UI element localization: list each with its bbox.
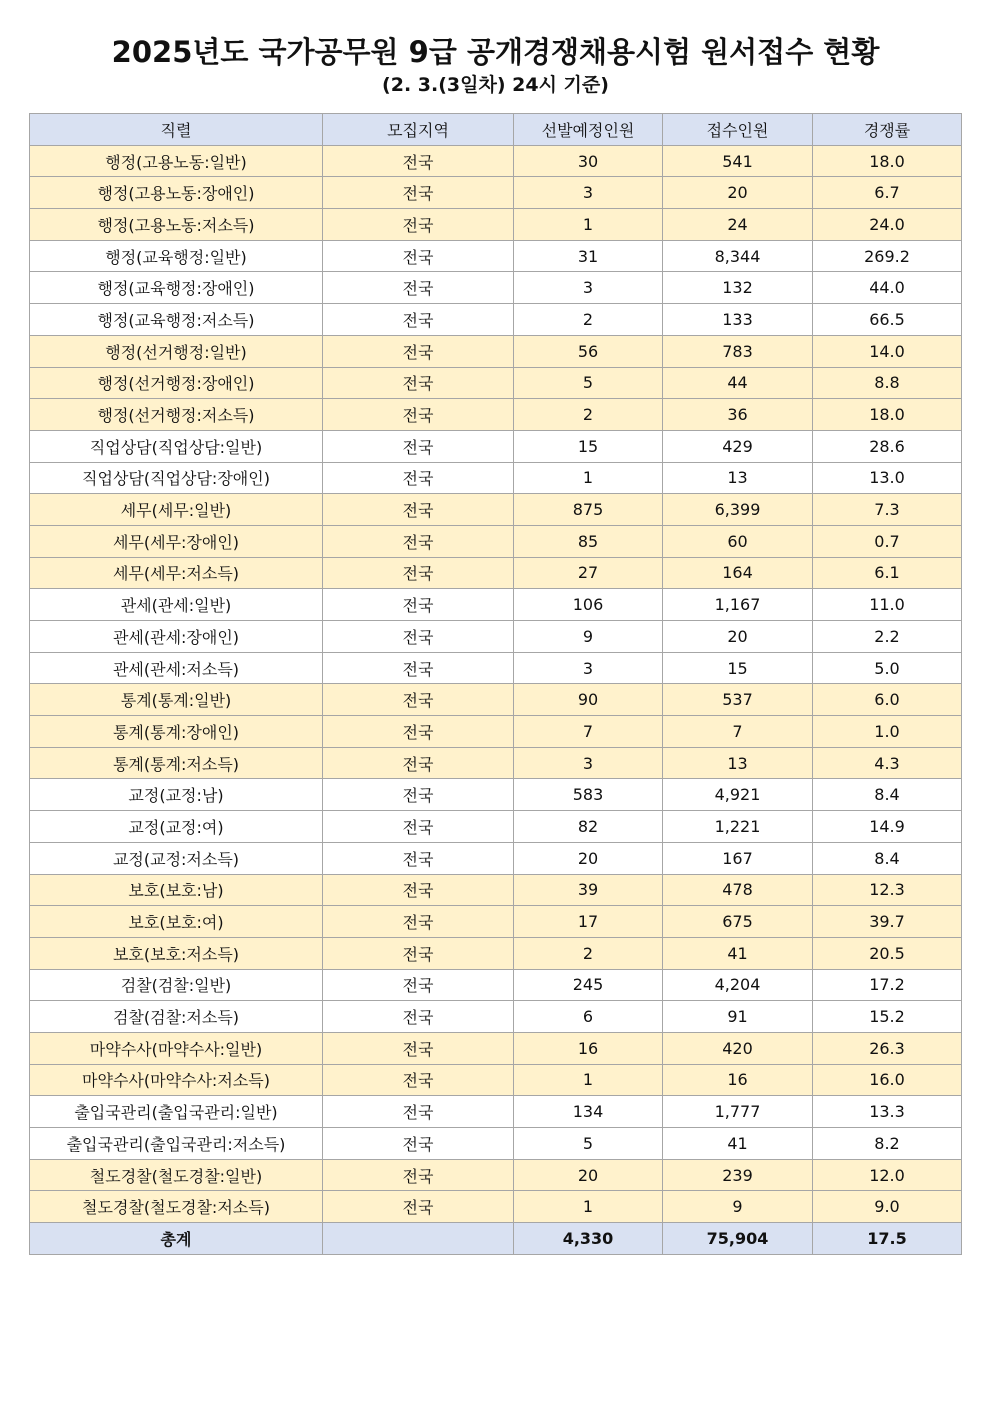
cell-planned: 1 — [514, 209, 663, 241]
cell-series: 보호(보호:남) — [30, 874, 323, 906]
cell-planned: 245 — [514, 969, 663, 1001]
cell-region: 전국 — [323, 367, 514, 399]
cell-planned: 20 — [514, 1159, 663, 1191]
table-row — [30, 240, 962, 272]
table-total-row — [30, 1223, 962, 1255]
cell-ratio: 6.0 — [813, 684, 962, 716]
cell-series: 세무(세무:일반) — [30, 494, 323, 526]
cell-ratio: 11.0 — [813, 589, 962, 621]
table-row — [30, 1096, 962, 1128]
cell-ratio: 1.0 — [813, 716, 962, 748]
cell-region: 전국 — [323, 145, 514, 177]
table-row — [30, 1032, 962, 1064]
cell-series: 교정(교정:여) — [30, 811, 323, 843]
cell-ratio: 8.4 — [813, 779, 962, 811]
cell-applicants: 20 — [663, 177, 813, 209]
cell-applicants: 167 — [663, 842, 813, 874]
cell-planned: 3 — [514, 652, 663, 684]
table-row — [30, 906, 962, 938]
cell-series: 철도경찰(철도경찰:일반) — [30, 1159, 323, 1191]
cell-region: 전국 — [323, 621, 514, 653]
table-row — [30, 811, 962, 843]
table-row — [30, 621, 962, 653]
table-header-row — [30, 114, 962, 146]
cell-series: 교정(교정:남) — [30, 779, 323, 811]
total-cell-ratio: 17.5 — [813, 1223, 962, 1255]
table-row — [30, 145, 962, 177]
cell-planned: 3 — [514, 177, 663, 209]
cell-planned: 7 — [514, 716, 663, 748]
cell-ratio: 13.0 — [813, 462, 962, 494]
cell-planned: 3 — [514, 272, 663, 304]
cell-ratio: 7.3 — [813, 494, 962, 526]
cell-region: 전국 — [323, 969, 514, 1001]
cell-applicants: 783 — [663, 335, 813, 367]
cell-ratio: 14.9 — [813, 811, 962, 843]
cell-series: 직업상담(직업상담:장애인) — [30, 462, 323, 494]
cell-applicants: 1,221 — [663, 811, 813, 843]
cell-region: 전국 — [323, 462, 514, 494]
cell-applicants: 91 — [663, 1001, 813, 1033]
table-row — [30, 1191, 962, 1223]
cell-series: 철도경찰(철도경찰:저소득) — [30, 1191, 323, 1223]
cell-region: 전국 — [323, 1128, 514, 1160]
cell-applicants: 239 — [663, 1159, 813, 1191]
cell-region: 전국 — [323, 747, 514, 779]
page-title: 2025년도 국가공무원 9급 공개경쟁채용시험 원서접수 현황 — [111, 35, 880, 69]
cell-series: 행정(교육행정:저소득) — [30, 304, 323, 336]
cell-region: 전국 — [323, 304, 514, 336]
cell-region: 전국 — [323, 589, 514, 621]
cell-ratio: 15.2 — [813, 1001, 962, 1033]
cell-applicants: 429 — [663, 430, 813, 462]
total-cell-applicants: 75,904 — [663, 1223, 813, 1255]
cell-applicants: 4,204 — [663, 969, 813, 1001]
table-row — [30, 177, 962, 209]
cell-region: 전국 — [323, 209, 514, 241]
cell-region: 전국 — [323, 525, 514, 557]
cell-applicants: 41 — [663, 1128, 813, 1160]
cell-ratio: 8.4 — [813, 842, 962, 874]
cell-planned: 9 — [514, 621, 663, 653]
table-row — [30, 399, 962, 431]
cell-ratio: 28.6 — [813, 430, 962, 462]
cell-ratio: 20.5 — [813, 937, 962, 969]
cell-region: 전국 — [323, 240, 514, 272]
cell-region: 전국 — [323, 906, 514, 938]
table-row — [30, 430, 962, 462]
cell-planned: 2 — [514, 937, 663, 969]
cell-ratio: 13.3 — [813, 1096, 962, 1128]
cell-planned: 2 — [514, 399, 663, 431]
cell-series: 행정(고용노동:장애인) — [30, 177, 323, 209]
cell-applicants: 60 — [663, 525, 813, 557]
cell-applicants: 6,399 — [663, 494, 813, 526]
cell-ratio: 18.0 — [813, 399, 962, 431]
cell-series: 세무(세무:장애인) — [30, 525, 323, 557]
table-row — [30, 652, 962, 684]
cell-region: 전국 — [323, 684, 514, 716]
cell-region: 전국 — [323, 779, 514, 811]
cell-ratio: 66.5 — [813, 304, 962, 336]
cell-planned: 30 — [514, 145, 663, 177]
cell-region: 전국 — [323, 716, 514, 748]
cell-applicants: 1,167 — [663, 589, 813, 621]
cell-region: 전국 — [323, 874, 514, 906]
cell-planned: 875 — [514, 494, 663, 526]
cell-series: 행정(교육행정:장애인) — [30, 272, 323, 304]
cell-planned: 1 — [514, 462, 663, 494]
cell-series: 출입국관리(출입국관리:저소득) — [30, 1128, 323, 1160]
cell-region: 전국 — [323, 272, 514, 304]
cell-ratio: 8.8 — [813, 367, 962, 399]
cell-region: 전국 — [323, 1032, 514, 1064]
cell-ratio: 9.0 — [813, 1191, 962, 1223]
cell-region: 전국 — [323, 652, 514, 684]
table-row — [30, 272, 962, 304]
cell-applicants: 537 — [663, 684, 813, 716]
table-row — [30, 684, 962, 716]
cell-ratio: 0.7 — [813, 525, 962, 557]
cell-applicants: 20 — [663, 621, 813, 653]
cell-series: 행정(고용노동:저소득) — [30, 209, 323, 241]
column-header-series: 직렬 — [30, 114, 323, 146]
cell-applicants: 132 — [663, 272, 813, 304]
cell-planned: 85 — [514, 525, 663, 557]
column-header-region: 모집지역 — [323, 114, 514, 146]
cell-ratio: 12.0 — [813, 1159, 962, 1191]
table-row — [30, 1064, 962, 1096]
cell-planned: 134 — [514, 1096, 663, 1128]
cell-planned: 82 — [514, 811, 663, 843]
cell-applicants: 15 — [663, 652, 813, 684]
cell-series: 출입국관리(출입국관리:일반) — [30, 1096, 323, 1128]
table-row — [30, 747, 962, 779]
cell-series: 행정(교육행정:일반) — [30, 240, 323, 272]
table-row — [30, 557, 962, 589]
cell-planned: 5 — [514, 1128, 663, 1160]
cell-applicants: 41 — [663, 937, 813, 969]
cell-planned: 20 — [514, 842, 663, 874]
cell-ratio: 5.0 — [813, 652, 962, 684]
cell-ratio: 6.1 — [813, 557, 962, 589]
cell-planned: 90 — [514, 684, 663, 716]
table-row — [30, 937, 962, 969]
cell-ratio: 16.0 — [813, 1064, 962, 1096]
cell-region: 전국 — [323, 335, 514, 367]
cell-applicants: 36 — [663, 399, 813, 431]
cell-ratio: 12.3 — [813, 874, 962, 906]
table-row — [30, 1001, 962, 1033]
table-row — [30, 589, 962, 621]
cell-series: 행정(선거행정:일반) — [30, 335, 323, 367]
table-row — [30, 842, 962, 874]
cell-applicants: 478 — [663, 874, 813, 906]
table-row — [30, 367, 962, 399]
total-cell-planned: 4,330 — [514, 1223, 663, 1255]
cell-applicants: 9 — [663, 1191, 813, 1223]
cell-planned: 15 — [514, 430, 663, 462]
cell-planned: 6 — [514, 1001, 663, 1033]
cell-region: 전국 — [323, 811, 514, 843]
cell-series: 마약수사(마약수사:일반) — [30, 1032, 323, 1064]
total-cell-region — [323, 1223, 514, 1255]
cell-planned: 583 — [514, 779, 663, 811]
cell-series: 통계(통계:일반) — [30, 684, 323, 716]
cell-region: 전국 — [323, 494, 514, 526]
cell-series: 통계(통계:장애인) — [30, 716, 323, 748]
cell-series: 행정(선거행정:저소득) — [30, 399, 323, 431]
cell-region: 전국 — [323, 430, 514, 462]
cell-ratio: 2.2 — [813, 621, 962, 653]
cell-planned: 31 — [514, 240, 663, 272]
cell-ratio: 18.0 — [813, 145, 962, 177]
table-row — [30, 525, 962, 557]
cell-region: 전국 — [323, 1001, 514, 1033]
cell-series: 검찰(검찰:저소득) — [30, 1001, 323, 1033]
cell-applicants: 16 — [663, 1064, 813, 1096]
cell-applicants: 8,344 — [663, 240, 813, 272]
table-row — [30, 494, 962, 526]
cell-ratio: 26.3 — [813, 1032, 962, 1064]
table-row — [30, 1159, 962, 1191]
cell-series: 보호(보호:여) — [30, 906, 323, 938]
table-row — [30, 716, 962, 748]
page-subtitle: (2. 3.(3일차) 24시 기준) — [382, 74, 609, 96]
cell-series: 통계(통계:저소득) — [30, 747, 323, 779]
cell-series: 행정(고용노동:일반) — [30, 145, 323, 177]
cell-planned: 1 — [514, 1191, 663, 1223]
cell-region: 전국 — [323, 842, 514, 874]
cell-series: 행정(선거행정:장애인) — [30, 367, 323, 399]
cell-region: 전국 — [323, 937, 514, 969]
cell-series: 직업상담(직업상담:일반) — [30, 430, 323, 462]
cell-series: 관세(관세:저소득) — [30, 652, 323, 684]
column-header-planned: 선발예정인원 — [514, 114, 663, 146]
table-row — [30, 209, 962, 241]
cell-ratio: 4.3 — [813, 747, 962, 779]
cell-region: 전국 — [323, 1064, 514, 1096]
cell-ratio: 24.0 — [813, 209, 962, 241]
cell-series: 관세(관세:일반) — [30, 589, 323, 621]
table-row — [30, 1128, 962, 1160]
table-row — [30, 969, 962, 1001]
cell-series: 보호(보호:저소득) — [30, 937, 323, 969]
cell-planned: 56 — [514, 335, 663, 367]
table-body — [30, 145, 962, 1254]
cell-ratio: 269.2 — [813, 240, 962, 272]
cell-applicants: 164 — [663, 557, 813, 589]
cell-series: 세무(세무:저소득) — [30, 557, 323, 589]
cell-planned: 3 — [514, 747, 663, 779]
cell-planned: 39 — [514, 874, 663, 906]
cell-applicants: 13 — [663, 462, 813, 494]
cell-series: 마약수사(마약수사:저소득) — [30, 1064, 323, 1096]
cell-ratio: 44.0 — [813, 272, 962, 304]
table-row — [30, 304, 962, 336]
cell-ratio: 39.7 — [813, 906, 962, 938]
cell-planned: 1 — [514, 1064, 663, 1096]
cell-applicants: 4,921 — [663, 779, 813, 811]
cell-series: 교정(교정:저소득) — [30, 842, 323, 874]
cell-applicants: 541 — [663, 145, 813, 177]
cell-planned: 5 — [514, 367, 663, 399]
cell-planned: 27 — [514, 557, 663, 589]
cell-region: 전국 — [323, 399, 514, 431]
table-row — [30, 335, 962, 367]
cell-ratio: 8.2 — [813, 1128, 962, 1160]
cell-ratio: 17.2 — [813, 969, 962, 1001]
table-row — [30, 462, 962, 494]
column-header-ratio: 경쟁률 — [813, 114, 962, 146]
cell-ratio: 6.7 — [813, 177, 962, 209]
cell-applicants: 1,777 — [663, 1096, 813, 1128]
application-status-table — [29, 113, 962, 1255]
cell-ratio: 14.0 — [813, 335, 962, 367]
cell-applicants: 13 — [663, 747, 813, 779]
cell-applicants: 420 — [663, 1032, 813, 1064]
cell-region: 전국 — [323, 557, 514, 589]
table-row — [30, 779, 962, 811]
cell-applicants: 44 — [663, 367, 813, 399]
column-header-applicants: 접수인원 — [663, 114, 813, 146]
table-row — [30, 874, 962, 906]
cell-planned: 17 — [514, 906, 663, 938]
cell-region: 전국 — [323, 1191, 514, 1223]
cell-series: 검찰(검찰:일반) — [30, 969, 323, 1001]
total-cell-series: 총계 — [30, 1223, 323, 1255]
cell-applicants: 7 — [663, 716, 813, 748]
cell-planned: 106 — [514, 589, 663, 621]
cell-planned: 2 — [514, 304, 663, 336]
cell-planned: 16 — [514, 1032, 663, 1064]
cell-region: 전국 — [323, 177, 514, 209]
cell-series: 관세(관세:장애인) — [30, 621, 323, 653]
cell-applicants: 24 — [663, 209, 813, 241]
cell-region: 전국 — [323, 1159, 514, 1191]
cell-applicants: 675 — [663, 906, 813, 938]
cell-applicants: 133 — [663, 304, 813, 336]
cell-region: 전국 — [323, 1096, 514, 1128]
